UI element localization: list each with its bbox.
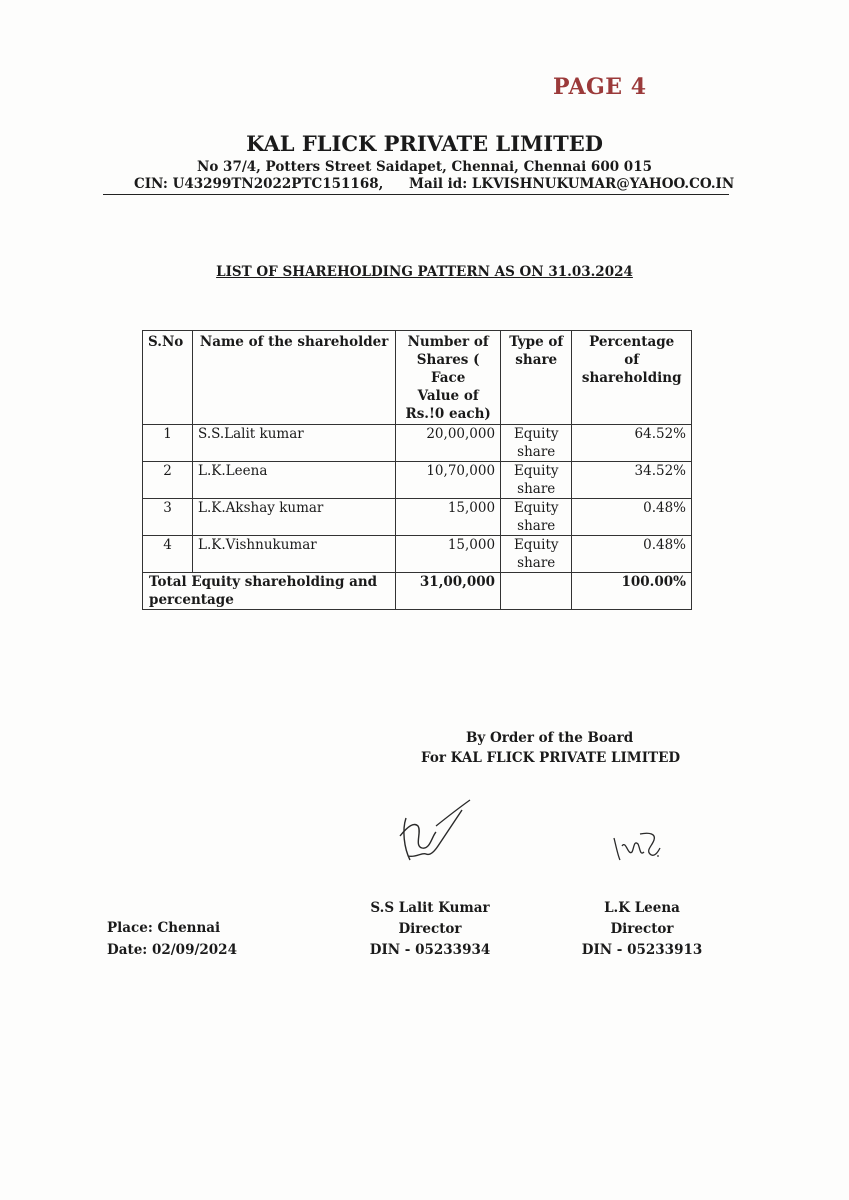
cell-shares: 20,00,000 bbox=[396, 425, 501, 462]
table-row bbox=[143, 536, 692, 573]
cell-sno: 2 bbox=[143, 462, 193, 499]
cell-sno: 1 bbox=[143, 425, 193, 462]
cell-percentage: 0.48% bbox=[572, 499, 692, 536]
total-percentage: 100.00% bbox=[572, 573, 692, 610]
company-address: No 37/4, Potters Street Saidapet, Chennai, Chennai 600 015 bbox=[197, 159, 652, 175]
date-label: Date: 02/09/2024 bbox=[107, 942, 237, 958]
signatory-1 bbox=[360, 898, 500, 961]
cell-sno: 3 bbox=[143, 499, 193, 536]
signatory-2 bbox=[572, 898, 712, 961]
cell-percentage: 34.52% bbox=[572, 462, 692, 499]
total-label: Total Equity shareholding and percentage bbox=[143, 573, 396, 610]
document-heading: LIST OF SHAREHOLDING PATTERN AS ON 31.03.2024 bbox=[216, 264, 633, 280]
header-name: Name of the shareholder bbox=[193, 331, 396, 425]
cell-percentage: 0.48% bbox=[572, 536, 692, 573]
cell-name: L.K.Leena bbox=[193, 462, 396, 499]
page-number-label: PAGE 4 bbox=[553, 74, 647, 100]
header-percentage: Percentage of shareholding bbox=[572, 331, 692, 425]
table-header-row bbox=[143, 331, 692, 425]
signatory-2-din: DIN - 05233913 bbox=[581, 942, 703, 958]
signatory-1-din: DIN - 05233934 bbox=[369, 942, 491, 958]
cell-type: Equity share bbox=[501, 462, 572, 499]
table-row bbox=[143, 462, 692, 499]
place-label: Place: Chennai bbox=[107, 920, 221, 936]
signatory-2-name: L.K Leena bbox=[604, 900, 680, 916]
cell-shares: 15,000 bbox=[396, 499, 501, 536]
cell-percentage: 64.52% bbox=[572, 425, 692, 462]
cell-type: Equity share bbox=[501, 536, 572, 573]
table-row bbox=[143, 425, 692, 462]
signature-1-image bbox=[392, 796, 474, 870]
header-divider bbox=[103, 194, 729, 195]
signatory-1-title: Director bbox=[398, 921, 462, 937]
signature-2-image bbox=[610, 826, 662, 866]
signatory-1-name: S.S Lalit Kumar bbox=[370, 900, 490, 916]
signatory-2-title: Director bbox=[610, 921, 674, 937]
header-shares: Number of Shares ( Face Value of Rs.!0 each) bbox=[396, 331, 501, 425]
order-line-2: For KAL FLICK PRIVATE LIMITED bbox=[421, 750, 681, 766]
company-mail: Mail id: LKVISHNUKUMAR@YAHOO.CO.IN bbox=[409, 176, 735, 192]
cell-name: L.K.Akshay kumar bbox=[193, 499, 396, 536]
cell-shares: 10,70,000 bbox=[396, 462, 501, 499]
cell-sno: 4 bbox=[143, 536, 193, 573]
header-sno: S.No bbox=[143, 331, 193, 425]
table-total-row bbox=[143, 573, 692, 610]
cell-name: L.K.Vishnukumar bbox=[193, 536, 396, 573]
cell-type: Equity share bbox=[501, 499, 572, 536]
company-cin: CIN: U43299TN2022PTC151168, bbox=[134, 176, 384, 192]
cell-name: S.S.Lalit kumar bbox=[193, 425, 396, 462]
total-type-empty bbox=[501, 573, 572, 610]
header-type: Type of share bbox=[501, 331, 572, 425]
shareholding-table bbox=[142, 330, 692, 610]
total-shares: 31,00,000 bbox=[396, 573, 501, 610]
table-row bbox=[143, 499, 692, 536]
order-line-1: By Order of the Board bbox=[466, 730, 634, 746]
cell-shares: 15,000 bbox=[396, 536, 501, 573]
company-name: KAL FLICK PRIVATE LIMITED bbox=[246, 131, 603, 156]
cell-type: Equity share bbox=[501, 425, 572, 462]
